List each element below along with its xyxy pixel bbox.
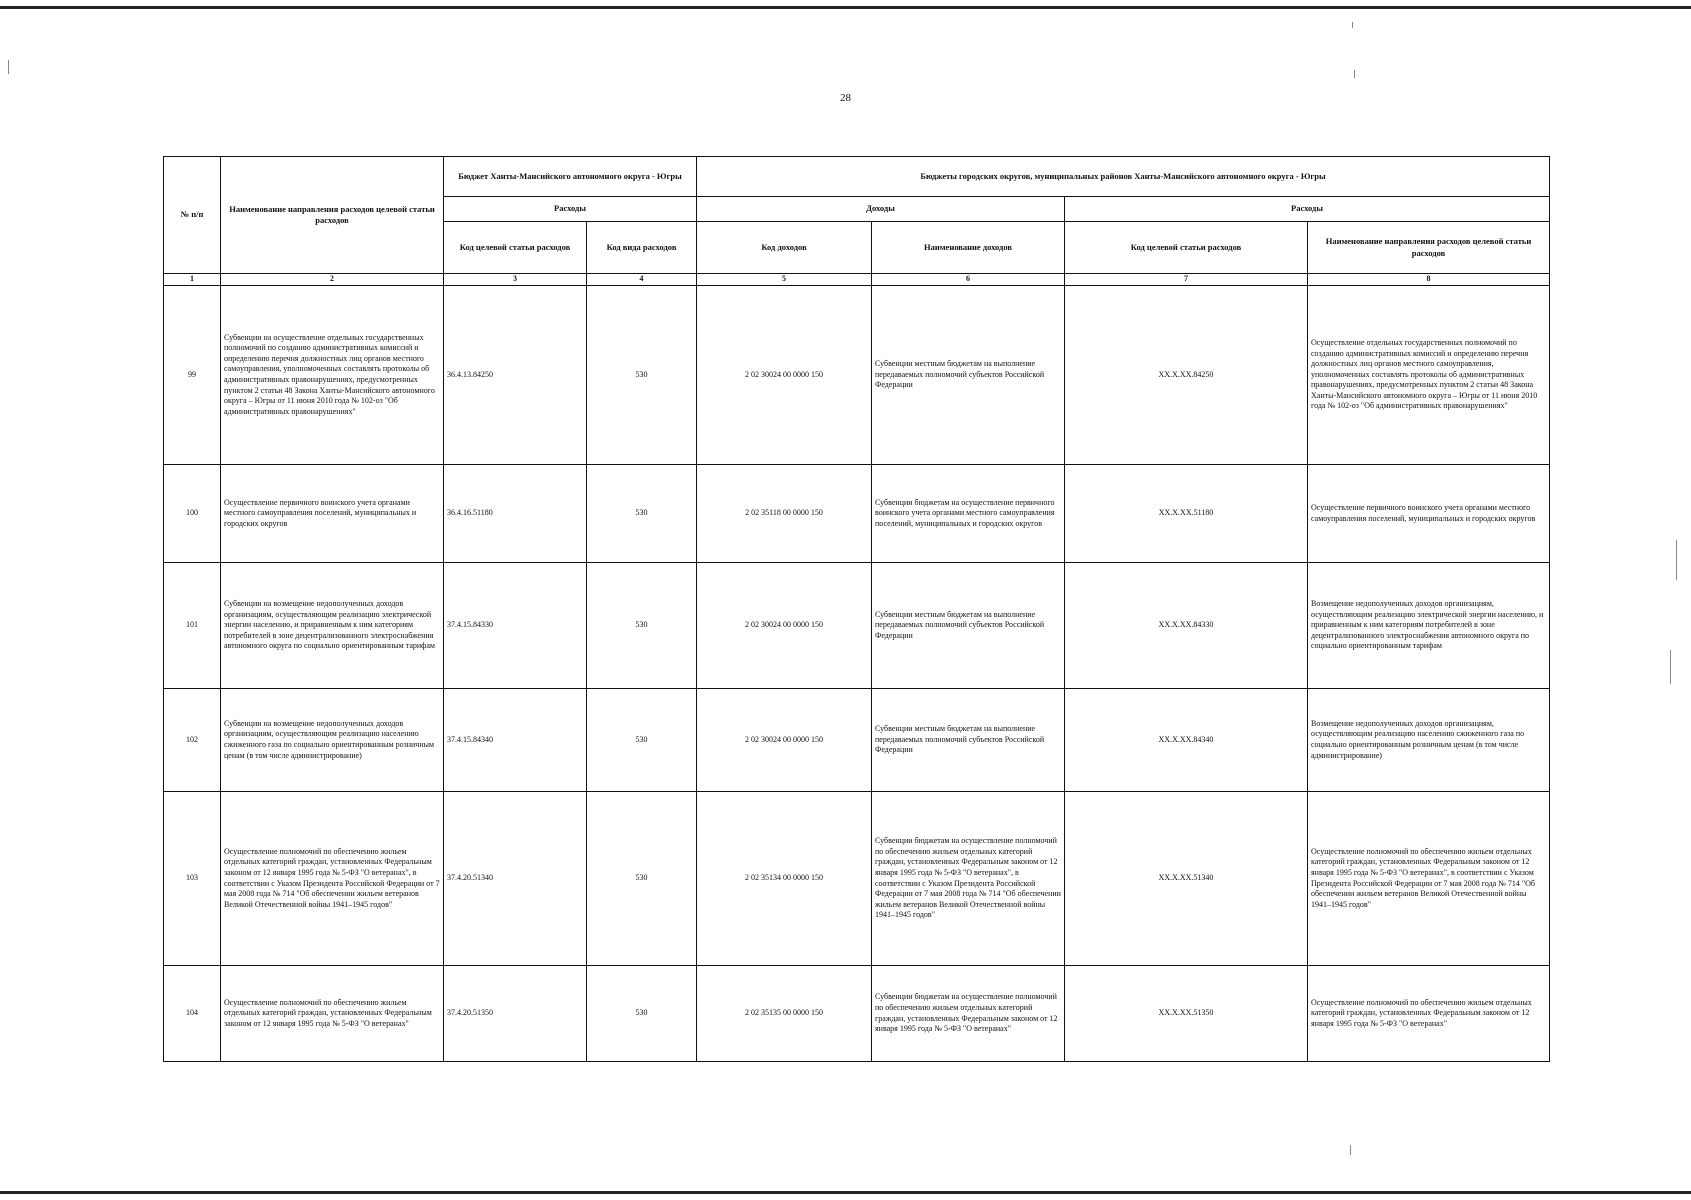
header-target-code: Код целевой статьи расходов [444,222,587,274]
scan-edge-bottom [0,1191,1691,1194]
income-code: 2 02 30024 00 0000 150 [697,563,872,689]
scan-speck [1670,650,1671,684]
local-target-code: XX.X.XX.84330 [1065,563,1308,689]
local-target-code: XX.X.XX.51180 [1065,465,1308,563]
column-number: 8 [1308,274,1550,286]
scan-speck [8,60,9,74]
income-name: Субвенции бюджетам на осуществление полномочий по обеспечению жильем отдельных категорий граждан, установленных Федеральным законом от 12 января 1995 года № 5-ФЗ "О ветеранах" [872,966,1065,1062]
scan-speck [1350,1145,1351,1155]
local-target-code: XX.X.XX.51340 [1065,792,1308,966]
column-number: 6 [872,274,1065,286]
income-code: 2 02 35118 00 0000 150 [697,465,872,563]
table-row [164,563,1550,689]
income-name: Субвенции местным бюджетам на выполнение передаваемых полномочий субъектов Российской Федерации [872,689,1065,792]
local-target-code: XX.X.XX.51350 [1065,966,1308,1062]
expense-type-code: 530 [587,563,697,689]
expense-type-code: 530 [587,286,697,465]
header-expense-type-code: Код вида расходов [587,222,697,274]
table-row [164,465,1550,563]
row-number: 100 [164,465,221,563]
income-code: 2 02 35134 00 0000 150 [697,792,872,966]
income-code: 2 02 30024 00 0000 150 [697,689,872,792]
column-number: 4 [587,274,697,286]
target-code: 37.4.20.51340 [444,792,587,966]
local-direction-name: Осуществление полномочий по обеспечению жильем отдельных категорий граждан, установленных Федеральным законом от 12 января 1995 года № 5-ФЗ "О ветеранах" [1308,966,1550,1062]
column-number: 7 [1065,274,1308,286]
header-local-expenses: Расходы [1065,197,1550,222]
local-target-code: XX.X.XX.84250 [1065,286,1308,465]
table-row [164,792,1550,966]
direction-name: Субвенции на осуществление отдельных государственных полномочий по созданию административных комиссий и определению перечня должностных лиц органов местного самоуправления, уполномоченных составлять протоколы об административных правонарушениях, предусмотренных пунктом 2 статьи 48 Закона Ханты-Мансийского автономного округа – Югры от 11 июня 2010 года № 102-оз "Об административных правонарушениях" [221,286,444,465]
local-direction-name: Осуществление отдельных государственных полномочий по созданию административных комиссий и определению перечня должностных лиц органов местного самоуправления, уполномоченных составлять протоколы об административных правонарушениях, предусмотренных пунктом 2 статьи 48 Закона Ханты-Мансийского автономного округа – Югры от 11 июня 2010 года № 102-оз "Об административных правонарушениях" [1308,286,1550,465]
header-regional-expenses: Расходы [444,197,697,222]
local-target-code: XX.X.XX.84340 [1065,689,1308,792]
direction-name: Субвенции на возмещение недополученных доходов организациям, осуществляющим реализацию населению сжиженного газа по социально ориентированным розничным ценам (в том числе администрирование) [221,689,444,792]
header-local-budgets: Бюджеты городских округов, муниципальных районов Ханты-Мансийского автономного округа - Югры [697,157,1550,197]
scan-speck [1676,540,1677,580]
income-name: Субвенции местным бюджетам на выполнение передаваемых полномочий субъектов Российской Федерации [872,286,1065,465]
row-number: 103 [164,792,221,966]
budget-classification-table [163,156,1550,1062]
table-row [164,286,1550,465]
header-direction-name: Наименование направления расходов целевой статьи расходов [221,157,444,274]
header-local-income: Доходы [697,197,1065,222]
header-income-code: Код доходов [697,222,872,274]
income-code: 2 02 35135 00 0000 150 [697,966,872,1062]
scan-speck [1354,70,1355,78]
direction-name: Осуществление полномочий по обеспечению жильем отдельных категорий граждан, установленных Федеральным законом от 12 января 1995 года № 5-ФЗ "О ветеранах" [221,966,444,1062]
column-number: 3 [444,274,587,286]
page-number: 28 [840,92,851,104]
target-code: 36.4.13.84250 [444,286,587,465]
column-number: 1 [164,274,221,286]
row-number: 102 [164,689,221,792]
direction-name: Осуществление первичного воинского учета органами местного самоуправления поселений, муниципальных и городских округов [221,465,444,563]
row-number: 99 [164,286,221,465]
expense-type-code: 530 [587,966,697,1062]
expense-type-code: 530 [587,792,697,966]
local-direction-name: Возмещение недополученных доходов организациям, осуществляющим реализацию электрической энергии населению, и приравненным к ним категориям потребителей в зоне децентрализованного электроснабжения автономного округа по социально ориентированным тарифам [1308,563,1550,689]
local-direction-name: Возмещение недополученных доходов организациям, осуществляющим реализацию населению сжиженного газа по социально ориентированным розничным ценам (в том числе администрирование) [1308,689,1550,792]
direction-name: Осуществление полномочий по обеспечению жильем отдельных категорий граждан, установленных Федеральным законом от 12 января 1995 года № 5-ФЗ "О ветеранах", в соответствии с Указом Президента Российской Федерации от 7 мая 2008 года № 714 "Об обеспечении жильем ветеранов Великой Отечественной войны 1941–1945 годов" [221,792,444,966]
row-number: 104 [164,966,221,1062]
income-name: Субвенции местным бюджетам на выполнение передаваемых полномочий субъектов Российской Федерации [872,563,1065,689]
table-row [164,966,1550,1062]
header-num: № п/п [164,157,221,274]
expense-type-code: 530 [587,465,697,563]
income-code: 2 02 30024 00 0000 150 [697,286,872,465]
target-code: 37.4.20.51350 [444,966,587,1062]
income-name: Субвенции бюджетам на осуществление первичного воинского учета органами местного самоуправления поселений, муниципальных и городских округов [872,465,1065,563]
local-direction-name: Осуществление первичного воинского учета органами местного самоуправления поселений, муниципальных и городских округов [1308,465,1550,563]
header-local-target-code: Код целевой статьи расходов [1065,222,1308,274]
expense-type-code: 530 [587,689,697,792]
target-code: 36.4.16.51180 [444,465,587,563]
column-numbers-row [164,274,1550,286]
target-code: 37.4.15.84340 [444,689,587,792]
row-number: 101 [164,563,221,689]
local-direction-name: Осуществление полномочий по обеспечению жильем отдельных категорий граждан, установленных Федеральным законом от 12 января 1995 года № 5-ФЗ "О ветеранах", в соответствии с Указом Президента Российской Федерации от 7 мая 2008 года № 714 "Об обеспечении жильем ветеранов Великой Отечественной войны 1941–1945 годов" [1308,792,1550,966]
column-number: 5 [697,274,872,286]
column-number: 2 [221,274,444,286]
scan-edge-top [0,6,1691,9]
header-income-name: Наименование доходов [872,222,1065,274]
income-name: Субвенции бюджетам на осуществление полномочий по обеспечению жильем отдельных категорий граждан, установленных Федеральным законом от 12 января 1995 года № 5-ФЗ "О ветеранах", в соответствии с Указом Президента Российской Федерации от 7 мая 2008 года № 714 "Об обеспечении жильем ветеранов Великой Отечественной войны 1941–1945 годов" [872,792,1065,966]
scan-speck [1352,22,1353,28]
table-row [164,689,1550,792]
target-code: 37.4.15.84330 [444,563,587,689]
header-local-direction-name: Наименование направления расходов целевой статьи расходов [1308,222,1550,274]
header-regional-budget: Бюджет Ханты-Мансийского автономного округа - Югры [444,157,697,197]
direction-name: Субвенции на возмещение недополученных доходов организациям, осуществляющим реализацию электрической энергии населению, и приравненным к ним категориям потребителей в зоне децентрализованного электроснабжения автономного округа по социально ориентированным тарифам [221,563,444,689]
